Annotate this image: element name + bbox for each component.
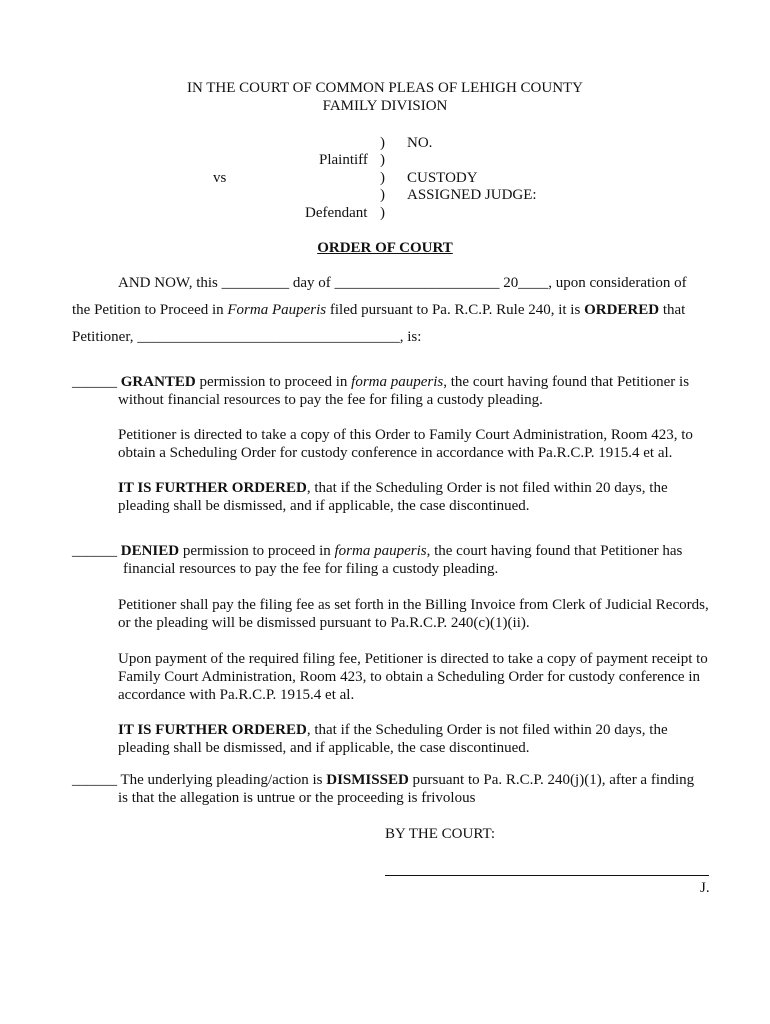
- defendant-label: Defendant: [305, 205, 368, 221]
- caption-paren: ): [380, 187, 385, 203]
- court-name: IN THE COURT OF COMMON PLEAS OF LEHIGH COUNTY: [186, 80, 584, 96]
- granted-paragraph: Petitioner is directed to take a copy of this Order to Family Court Administration, Room 423, to obtain a Scheduling Order for custody conference in accordance with Pa.R.C.P. 1915.4 et al.: [118, 427, 693, 461]
- denied-paragraph-1: Petitioner shall pay the filing fee as set forth in the Billing Invoice from Clerk of Judicial Records, or the pleading will be dismissed pursuant to Pa.R.C.P. 240(c)(1)(ii).: [118, 597, 709, 631]
- caption-paren: ): [380, 135, 385, 151]
- denied-line-1: ______ DENIED permission to proceed in forma pauperis, the court having found that Petitioner has: [72, 543, 683, 559]
- granted-label: GRANTED: [120, 374, 196, 390]
- by-the-court-label: BY THE COURT:: [385, 826, 496, 842]
- intro-line-3: Petitioner, ___________________________________, is:: [72, 329, 422, 345]
- custody-label: CUSTODY: [407, 170, 478, 186]
- caption-paren: ): [380, 170, 385, 186]
- granted-line-1: ______ GRANTED permission to proceed in forma pauperis, the court having found that Petitioner is: [72, 374, 690, 390]
- denied-further-ordered: IT IS FURTHER ORDERED, that if the Scheduling Order is not filed within 20 days, the pleading shall be dismissed, and if applicable, the case discontinued.: [118, 722, 668, 756]
- court-division: FAMILY DIVISION: [322, 98, 448, 114]
- intro-line-2: the Petition to Proceed in Forma Pauperis filed pursuant to Pa. R.C.P. Rule 240, it is ORDERED that: [72, 302, 686, 318]
- dismissed-line-1: ______ The underlying pleading/action is DISMISSED pursuant to Pa. R.C.P. 240(j)(1), after a finding: [72, 772, 695, 788]
- caption-paren: ): [380, 152, 385, 168]
- denied-blank: ______: [72, 543, 117, 559]
- signature-line: [385, 875, 709, 876]
- page-title: ORDER OF COURT: [317, 240, 453, 256]
- granted-line-2: without financial resources to pay the fee for filing a custody pleading.: [118, 392, 543, 408]
- dismissed-label: DISMISSED: [326, 772, 409, 788]
- caption-paren: ): [380, 205, 385, 221]
- granted-further-ordered: IT IS FURTHER ORDERED, that if the Scheduling Order is not filed within 20 days, the pleading shall be dismissed, and if applicable, the case discontinued.: [118, 480, 668, 514]
- case-number-label: NO.: [407, 135, 433, 151]
- dismissed-line-2: is that the allegation is untrue or the proceeding is frivolous: [118, 790, 476, 806]
- assigned-judge-label: ASSIGNED JUDGE:: [407, 187, 537, 203]
- intro-line-1: AND NOW, this _________ day of ______________________ 20____, upon consideration of: [118, 275, 687, 291]
- vs-label: vs: [213, 170, 227, 186]
- denied-label: DENIED: [120, 543, 180, 559]
- denied-paragraph-2: Upon payment of the required filing fee, Petitioner is directed to take a copy of payment receipt to Family Court Administration, Room 423, to obtain a Scheduling Order for custody conference in accordance with Pa.R.C.P. 1915.4 et al.: [118, 651, 708, 703]
- plaintiff-label: Plaintiff: [319, 152, 368, 168]
- denied-line-2: financial resources to pay the fee for filing a custody pleading.: [123, 561, 499, 577]
- dismissed-blank: ______: [72, 772, 117, 788]
- granted-blank: ______: [72, 374, 117, 390]
- judge-suffix: J.: [700, 880, 710, 896]
